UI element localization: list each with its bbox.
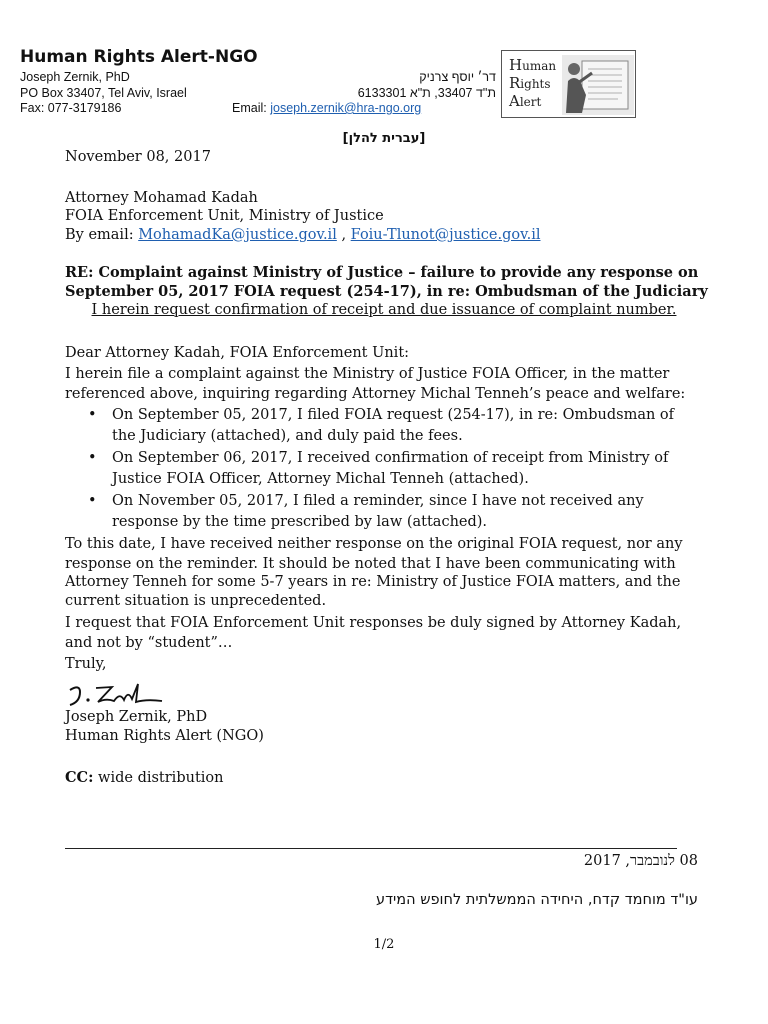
cc-label: CC: [65, 769, 94, 786]
intro-line-2: referenced above, inquiring regarding Attorney Michal Tenneh’s peace and welfare: [65, 386, 686, 402]
para3-line-2: and not by “student”… [65, 635, 233, 651]
hebrew-date: 08 לנובמבר, 2017 [583, 853, 698, 869]
cc-line [65, 767, 705, 789]
logo-photo-icon [562, 55, 634, 115]
bullet-marker: • [88, 407, 97, 423]
signature-icon [66, 680, 176, 710]
logo-text: Human Rights Alert [509, 56, 557, 110]
email-separator: , [341, 227, 347, 243]
recipient-emails [65, 225, 705, 246]
header-fax: Fax: 077-3179186 [20, 101, 122, 115]
email-label: Email: [232, 101, 267, 115]
header-email-link[interactable]: joseph.zernik@hra-ngo.org [270, 101, 422, 115]
header-name: Joseph Zernik, PhD [20, 70, 130, 84]
org-title: Human Rights Alert-NGO [20, 47, 258, 67]
subject-line-1: RE: Complaint against Ministry of Justice – failure to provide any response on [65, 264, 699, 281]
letter-date: November 08, 2017 [65, 149, 211, 165]
para2-line-2: response on the reminder. It should be noted that I have been communicating with [65, 556, 676, 572]
bullet-2-line-2: Justice FOIA Officer, Attorney Michal Tenneh (attached). [112, 471, 529, 487]
header-hebrew-name: דר׳ יוסף צרניק [419, 70, 496, 84]
logo-initial-h: H [509, 56, 523, 74]
recipient-email-link-2[interactable]: Foiu-Tlunot@justice.gov.il [350, 227, 541, 243]
para2-line-4: current situation is unprecedented. [65, 593, 327, 609]
signer-name: Joseph Zernik, PhD [65, 709, 208, 725]
salutation: Dear Attorney Kadah, FOIA Enforcement Unit: [65, 345, 410, 361]
para3-line-1: I request that FOIA Enforcement Unit responses be duly signed by Attorney Kadah, [65, 615, 682, 631]
organization-logo [501, 50, 636, 118]
intro-line-1: I herein file a complaint against the Ministry of Justice FOIA Officer, in the matter [65, 366, 670, 382]
subject-line-2: September 05, 2017 FOIA request (254-17), in re: Ombudsman of the Judiciary [65, 283, 708, 300]
confirmation-request: I herein request confirmation of receipt and due issuance of complaint number. [91, 302, 677, 318]
closing: Truly, [65, 656, 107, 672]
recipient-name: Attorney Mohamad Kadah [65, 190, 258, 206]
hebrew-recipient: עו"ד מוחמד קדח, היחידה הממשלתית לחופש המידע [376, 892, 698, 908]
cc-value: wide distribution [98, 770, 224, 786]
bullet-2-line-1: On September 06, 2017, I received confirmation of receipt from Ministry of [112, 450, 669, 466]
recipient-email-link-1[interactable]: MohamadKa@justice.gov.il [138, 227, 337, 243]
bullet-3-line-2: response by the time prescribed by law (attached). [112, 514, 488, 530]
para2-line-1: To this date, I have received neither response on the original FOIA request, nor any [65, 536, 683, 552]
header-address: PO Box 33407, Tel Aviv, Israel [20, 86, 187, 100]
bullet-marker: • [88, 493, 97, 509]
hebrew-below-notice: [עברית להלן] [342, 131, 426, 146]
bullet-1-line-1: On September 05, 2017, I filed FOIA request (254-17), in re: Ombudsman of [112, 407, 675, 423]
para2-line-3: Attorney Tenneh for some 5-7 years in re: Ministry of Justice FOIA matters, and the [65, 574, 681, 590]
header-hebrew-address: ת"ד 33407, ת"א 6133301 [357, 86, 496, 100]
signer-org: Human Rights Alert (NGO) [65, 728, 264, 744]
recipient-unit: FOIA Enforcement Unit, Ministry of Justice [65, 208, 384, 224]
by-email-label: By email: [65, 227, 134, 243]
page-number: 1/2 [373, 937, 395, 952]
bullet-3-line-1: On November 05, 2017, I filed a reminder, since I have not received any [112, 493, 644, 509]
section-divider [65, 848, 677, 849]
header-email-block [232, 101, 421, 115]
bullet-1-line-2: the Judiciary (attached), and duly paid the fees. [112, 428, 463, 444]
bullet-marker: • [88, 450, 97, 466]
